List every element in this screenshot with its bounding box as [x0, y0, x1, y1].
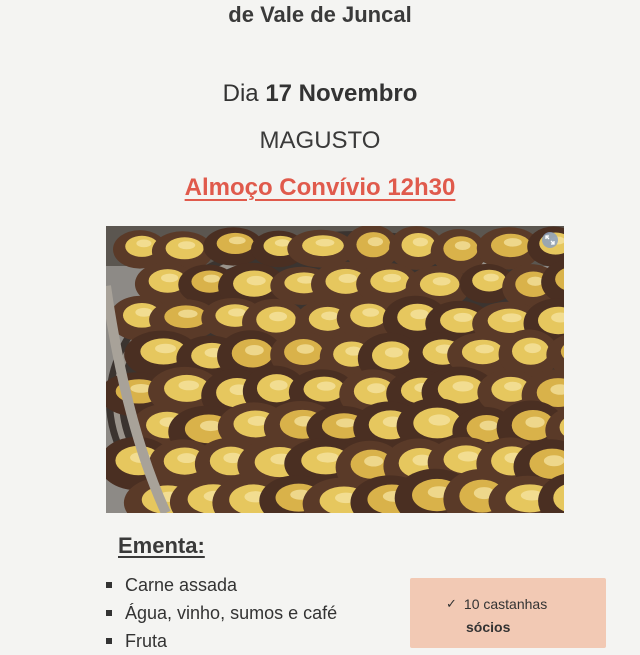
bullet-icon: [106, 610, 112, 616]
menu-item: Água, vinho, sumos e café: [106, 599, 337, 627]
menu-list: [106, 571, 337, 655]
bullet-icon: [106, 582, 112, 588]
price-row: ✓ 10 castanhas: [446, 596, 548, 612]
date-value: 17 Novembro: [265, 80, 418, 107]
event-date: [0, 80, 640, 108]
menu-item: Carne assada: [106, 571, 337, 599]
menu-item: Fruta: [106, 627, 337, 655]
price-label: sócios: [466, 619, 511, 635]
chestnuts-illustration: [106, 226, 564, 513]
price-box: [410, 578, 606, 648]
bullet-icon: [106, 638, 112, 644]
chestnuts-photo: [106, 226, 564, 513]
menu-heading: Ementa:: [118, 533, 205, 558]
event-name: MAGUSTO: [259, 127, 381, 154]
check-icon: ✓: [446, 596, 457, 611]
date-prefix: Dia: [222, 80, 259, 107]
lunch-text: Almoço Convívio 12h30: [184, 174, 456, 201]
header-title: de Vale de Juncal: [228, 2, 412, 27]
expand-icon[interactable]: [542, 232, 558, 248]
lunch-info: [0, 174, 640, 202]
